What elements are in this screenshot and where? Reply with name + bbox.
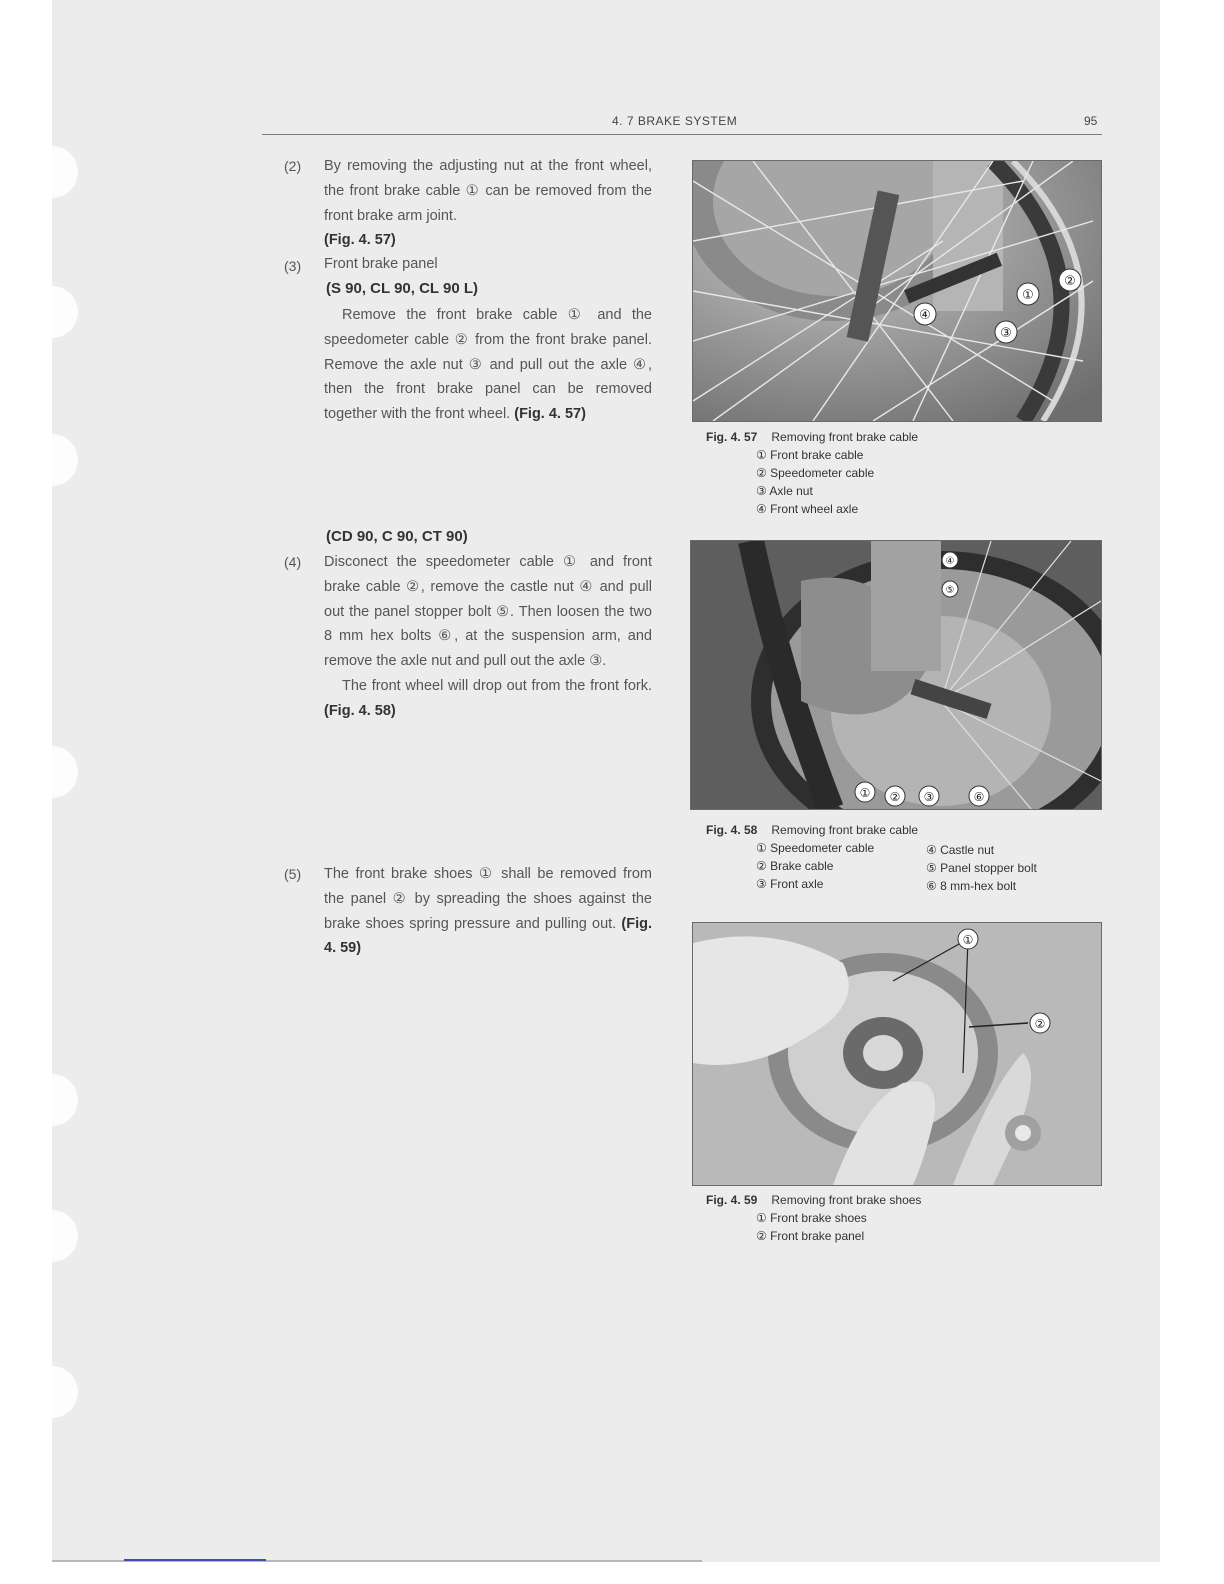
model-heading: (S 90, CL 90, CL 90 L) <box>326 280 478 297</box>
step-text <box>324 862 652 961</box>
step-body: Remove the front brake cable ① and the speedometer cable ② from the front brake panel. Remove the axle nut ③ and pull out the axle ④, then the front brake panel can be removed together with the front wheel. <box>324 307 652 423</box>
fig-reference: (Fig. 4. 59) <box>324 915 653 957</box>
callout-label: ⑥ <box>973 790 985 804</box>
step-text <box>324 550 652 724</box>
legend-item: ④ Castle nut <box>926 843 995 857</box>
step-title: Front brake panel <box>324 256 438 272</box>
fig-title: Removing front brake cable <box>771 430 919 444</box>
fig-label: Fig. 4. 57 <box>706 430 758 444</box>
legend-item: ① Front brake cable <box>756 448 864 462</box>
step-body: By removing the adjusting nut at the front wheel, the front brake cable ① can be removed from the front brake arm joint. <box>324 158 652 224</box>
legend-item: ⑤ Panel stopper bolt <box>926 861 1037 875</box>
fig-reference: (Fig. 4. 58) <box>324 702 396 719</box>
figure-4-57-caption <box>706 428 918 518</box>
step-text <box>324 154 652 253</box>
legend-item: ⑥ 8 mm-hex bolt <box>926 879 1017 893</box>
fig-title: Removing front brake cable <box>771 823 919 837</box>
model-heading: (CD 90, C 90, CT 90) <box>326 528 468 545</box>
step-number: (5) <box>284 866 302 882</box>
legend-item: ③ Axle nut <box>756 484 813 498</box>
callout-label: ④ <box>919 308 931 323</box>
wheel-photo-illustration <box>693 161 1101 421</box>
header-rule <box>262 134 1102 135</box>
callout-label: ③ <box>923 790 935 804</box>
callout-label: ① <box>1022 288 1034 303</box>
step-number: (4) <box>284 554 302 570</box>
brake-shoes-photo-illustration <box>693 923 1101 1185</box>
legend-item: ② Front brake panel <box>756 1229 865 1243</box>
fig-title: Removing front brake shoes <box>771 1193 922 1207</box>
callout-label: ⑤ <box>945 585 955 596</box>
fig-reference: (Fig. 4. 57) <box>514 406 586 423</box>
figure-4-58-legend-right <box>926 841 1037 895</box>
section-title: 4. 7 BRAKE SYSTEM <box>612 114 738 128</box>
figure-4-59-photo <box>692 922 1102 1186</box>
fig-reference: (Fig. 4. 57) <box>324 232 396 249</box>
step-body: Disconect the speedometer cable ① and front brake cable ②, remove the castle nut ④ and pull out the panel stopper bolt ⑤. Then loosen the two 8 mm hex bolts ⑥, at the suspension arm, and remove the axle nut and pull out the axle ③. <box>324 554 652 670</box>
legend-item: ③ Front axle <box>756 877 824 891</box>
figure-4-57-photo <box>692 160 1102 422</box>
bottom-blue-mark <box>124 1559 266 1561</box>
callout-label: ② <box>1064 274 1076 289</box>
figure-4-59-caption <box>706 1191 921 1245</box>
callout-label: ① <box>859 786 871 800</box>
figure-4-58-caption <box>706 821 918 839</box>
callout-label: ③ <box>1000 326 1012 341</box>
step-body-2: The front wheel will drop out from the front fork. <box>342 677 652 694</box>
legend-item: ④ Front wheel axle <box>756 502 859 516</box>
figure-4-58-legend-left <box>756 839 874 893</box>
step-number: (2) <box>284 158 302 174</box>
legend-item: ① Speedometer cable <box>756 841 875 855</box>
fig-label: Fig. 4. 59 <box>706 1193 758 1207</box>
legend-item: ② Brake cable <box>756 859 834 873</box>
fig-label: Fig. 4. 58 <box>706 823 758 837</box>
callout-label: ④ <box>945 556 955 567</box>
step-number: (3) <box>284 258 302 274</box>
callout-label: ① <box>962 933 974 947</box>
callout-label: ② <box>889 790 901 804</box>
figure-4-58-photo <box>690 540 1102 810</box>
callout-label: ② <box>1034 1017 1046 1031</box>
brake-panel-photo-illustration <box>691 541 1101 809</box>
step-text <box>324 303 652 427</box>
legend-item: ② Speedometer cable <box>756 466 875 480</box>
step-body: The front brake shoes ① shall be removed from the panel ② by spreading the shoes against the brake shoes spring pressure and pulling out. <box>324 866 652 932</box>
legend-item: ① Front brake shoes <box>756 1211 867 1225</box>
page-number: 95 <box>1084 114 1098 128</box>
